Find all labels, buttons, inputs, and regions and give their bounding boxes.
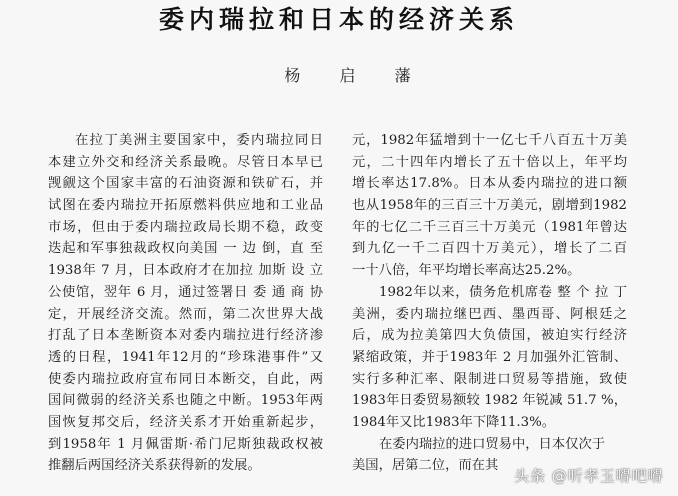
left-column	[48, 130, 323, 477]
text-line: 公使馆，翌年 6 月，通过签署日 委 通 商 协	[48, 284, 323, 300]
text-line: 本建立外交和经济关系最晚。尽管日本早已	[48, 154, 323, 170]
text-line: 到九亿一千二百四十万美元），增长了二百	[352, 241, 627, 257]
text-line: 增长率达17.8%。日本从委内瑞拉的进口额	[352, 176, 627, 192]
text-line: 1938年 7 月，日本政府才在加拉 加斯 设 立	[48, 263, 323, 279]
right-column	[352, 130, 627, 477]
text-line: 觊觎这个国家丰富的石油资源和铁矿石，并	[48, 176, 323, 192]
text-line: 年的七亿二千三百三十万美元（1981年曾达	[352, 219, 627, 235]
text-line: 也从1958年的三百三十万美元，剧增到1982	[352, 198, 627, 214]
text-line: 透的日程，1941年12月的“珍珠港事件”又	[48, 349, 323, 365]
text-line: 在委内瑞拉的进口贸易中，日本仅次于	[379, 436, 606, 452]
text-line: 定，开展经济交流。然而，第二次世界大战	[48, 306, 323, 322]
text-line: 到1958年 1 月佩雷斯·希门尼斯独裁政权被	[48, 436, 323, 452]
text-line: 在拉丁美洲主要国家中，委内瑞拉同日	[75, 133, 323, 148]
text-line: 国间微弱的经济关系也随之中断。1953年两	[48, 393, 323, 409]
text-line: 元，1982年猛增到十一亿七千八百五十万美	[352, 133, 627, 148]
text-line: 1984年又比1983年下降11.3%。	[352, 414, 555, 430]
text-line: 迭起和军事独裁政权向美国 一 边 倒，直 至	[48, 241, 323, 257]
text-line: 试图在委内瑞拉开拓原燃料供应地和工业品	[48, 198, 323, 214]
text-line: 元，二十四年内增长了五十倍以上，年平均	[352, 154, 627, 170]
text-line: 1983年日委贸易额较 1982 年锐减 51.7 %，	[352, 393, 627, 409]
text-line: 国恢复邦交后，经济关系才开始重新起步，	[48, 414, 323, 430]
article-title: 委内瑞拉和日本的经济关系	[158, 5, 519, 34]
text-line: 1982年以来，债务危机席卷 整 个 拉 丁	[379, 284, 627, 300]
watermark: 头条 @听孝玉嘚吧嘚	[514, 467, 664, 485]
text-line: 紧缩政策，并于1983年 2 月加强外汇管制、	[352, 349, 627, 365]
article-author: 杨 启 藩	[284, 66, 428, 85]
text-line: 一十八倍，年平均增长率高达25.2%。	[352, 263, 581, 279]
text-line: 实行多种汇率、限制进口贸易等措施，致使	[352, 371, 627, 387]
text-line: 市场，但由于委内瑞拉政局长期不稳，政变	[48, 219, 323, 235]
text-line: 美国，居第二位，而在其	[352, 458, 499, 474]
text-line: 后，成为拉美第四大负债国，被迫实行经济	[352, 328, 627, 344]
text-line: 推翻后两国经济关系获得新的发展。	[48, 458, 261, 474]
text-line: 打乱了日本垄断资本对委内瑞拉进行经济渗	[48, 328, 323, 344]
text-line: 美洲，委内瑞拉继巴西、墨西哥、阿根廷之	[352, 306, 627, 322]
text-line: 使委内瑞拉政府宣布同日本断交，自此，两	[48, 371, 323, 387]
